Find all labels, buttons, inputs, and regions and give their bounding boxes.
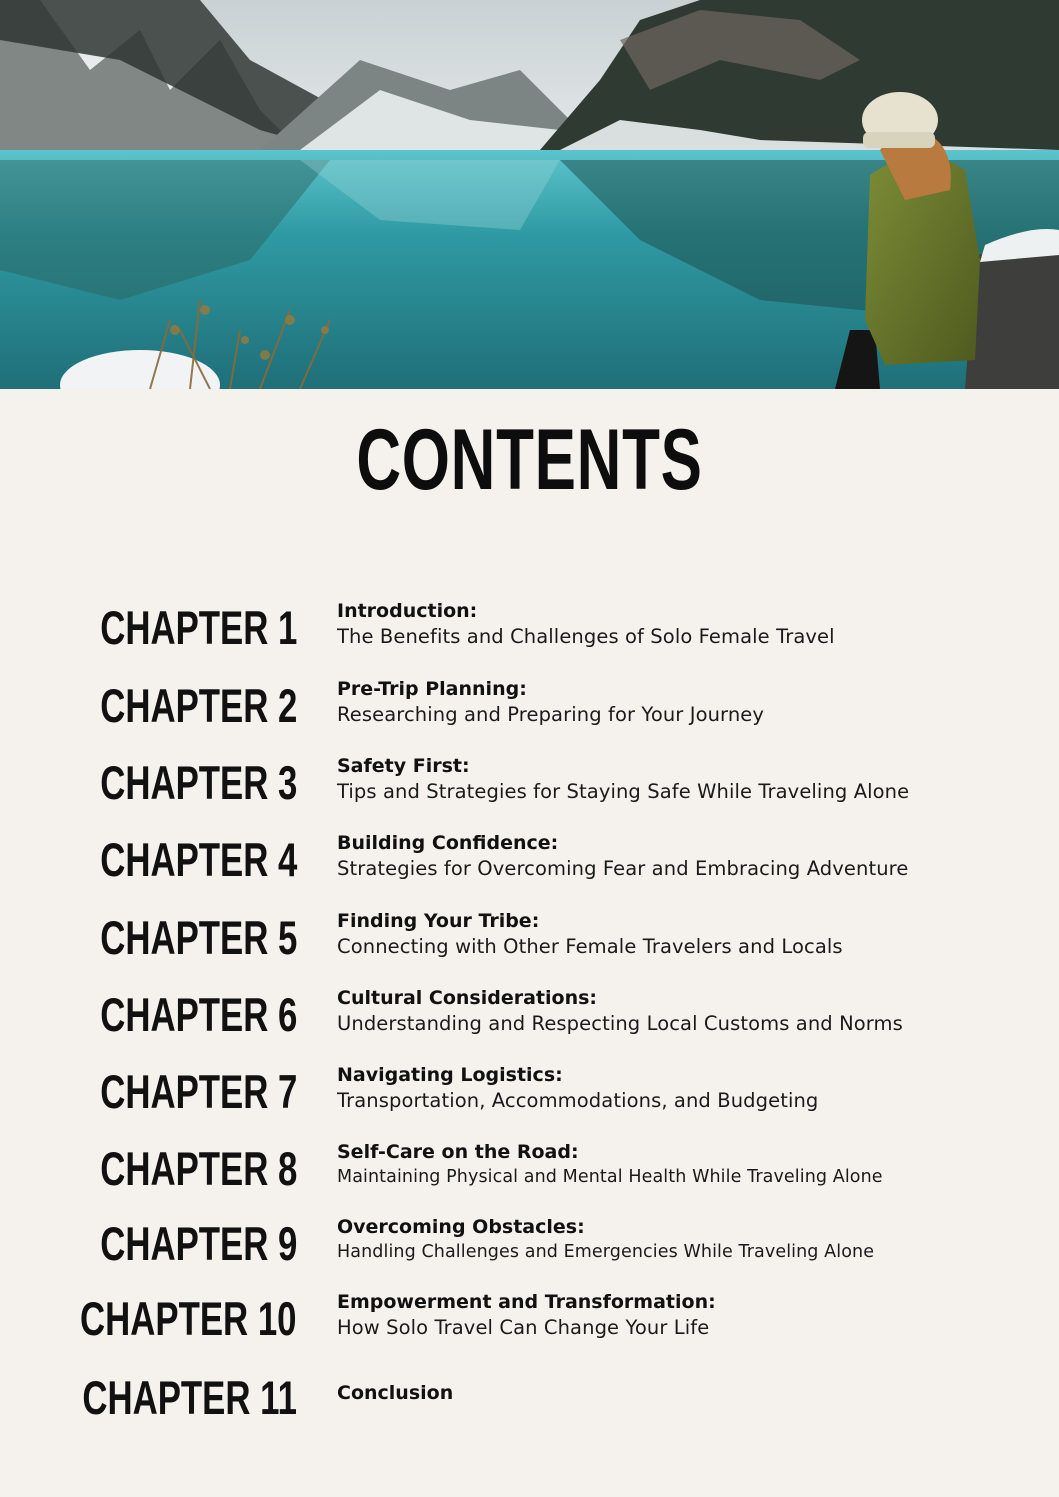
chapter-heading: Overcoming Obstacles:	[337, 1216, 585, 1238]
chapter-heading: Self-Care on the Road:	[337, 1141, 579, 1163]
toc-row-chapter-10[interactable]	[0, 1291, 1059, 1361]
chapter-label: CHAPTER 7	[99, 1065, 297, 1118]
chapter-heading: Building Confidence:	[337, 832, 559, 854]
toc-row-chapter-1[interactable]	[0, 600, 1059, 670]
chapter-label: CHAPTER 11	[82, 1371, 297, 1424]
chapter-label: CHAPTER 1	[99, 601, 297, 654]
chapter-subtitle: Tips and Strategies for Staying Safe While Traveling Alone	[337, 780, 910, 803]
toc-row-chapter-3[interactable]	[0, 755, 1059, 825]
chapter-heading: Empowerment and Transformation:	[337, 1291, 716, 1313]
toc-row-chapter-2[interactable]	[0, 678, 1059, 748]
chapter-heading: Introduction:	[337, 600, 478, 622]
chapter-subtitle: Connecting with Other Female Travelers and Locals	[337, 935, 843, 958]
chapter-subtitle: The Benefits and Challenges of Solo Female Travel	[337, 625, 835, 648]
chapter-heading: Finding Your Tribe:	[337, 910, 540, 932]
toc-row-chapter-6[interactable]	[0, 987, 1059, 1057]
chapter-label: CHAPTER 8	[99, 1142, 297, 1195]
chapter-label: CHAPTER 9	[99, 1217, 297, 1270]
chapter-heading: Safety First:	[337, 755, 470, 777]
chapter-heading: Cultural Considerations:	[337, 987, 598, 1009]
toc-row-chapter-7[interactable]	[0, 1064, 1059, 1134]
toc-row-chapter-5[interactable]	[0, 910, 1059, 980]
chapter-label: CHAPTER 3	[99, 756, 297, 809]
toc-row-chapter-9[interactable]	[0, 1216, 1059, 1286]
chapter-heading: Conclusion	[337, 1382, 454, 1404]
chapter-subtitle: Strategies for Overcoming Fear and Embracing Adventure	[337, 857, 909, 880]
chapter-label: CHAPTER 5	[99, 911, 297, 964]
toc-row-chapter-11[interactable]	[0, 1370, 1059, 1440]
chapter-label: CHAPTER 4	[99, 833, 297, 886]
chapter-subtitle: Maintaining Physical and Mental Health While Traveling Alone	[337, 1167, 883, 1187]
chapter-subtitle: Handling Challenges and Emergencies While Traveling Alone	[337, 1242, 875, 1262]
chapter-heading: Pre-Trip Planning:	[337, 678, 527, 700]
chapter-subtitle: How Solo Travel Can Change Your Life	[337, 1316, 710, 1339]
hero-photo	[0, 0, 1059, 389]
lake-landscape-image	[0, 0, 1059, 389]
chapter-subtitle: Understanding and Respecting Local Customs and Norms	[337, 1012, 903, 1035]
page-title: CONTENTS	[356, 412, 703, 508]
chapter-subtitle: Transportation, Accommodations, and Budgeting	[337, 1089, 819, 1112]
toc-row-chapter-8[interactable]	[0, 1141, 1059, 1211]
chapter-subtitle: Researching and Preparing for Your Journey	[337, 703, 765, 726]
chapter-label: CHAPTER 10	[80, 1292, 297, 1345]
chapter-label: CHAPTER 6	[99, 988, 297, 1041]
chapter-heading: Navigating Logistics:	[337, 1064, 563, 1086]
toc-row-chapter-4[interactable]	[0, 832, 1059, 902]
chapter-label: CHAPTER 2	[99, 679, 297, 732]
